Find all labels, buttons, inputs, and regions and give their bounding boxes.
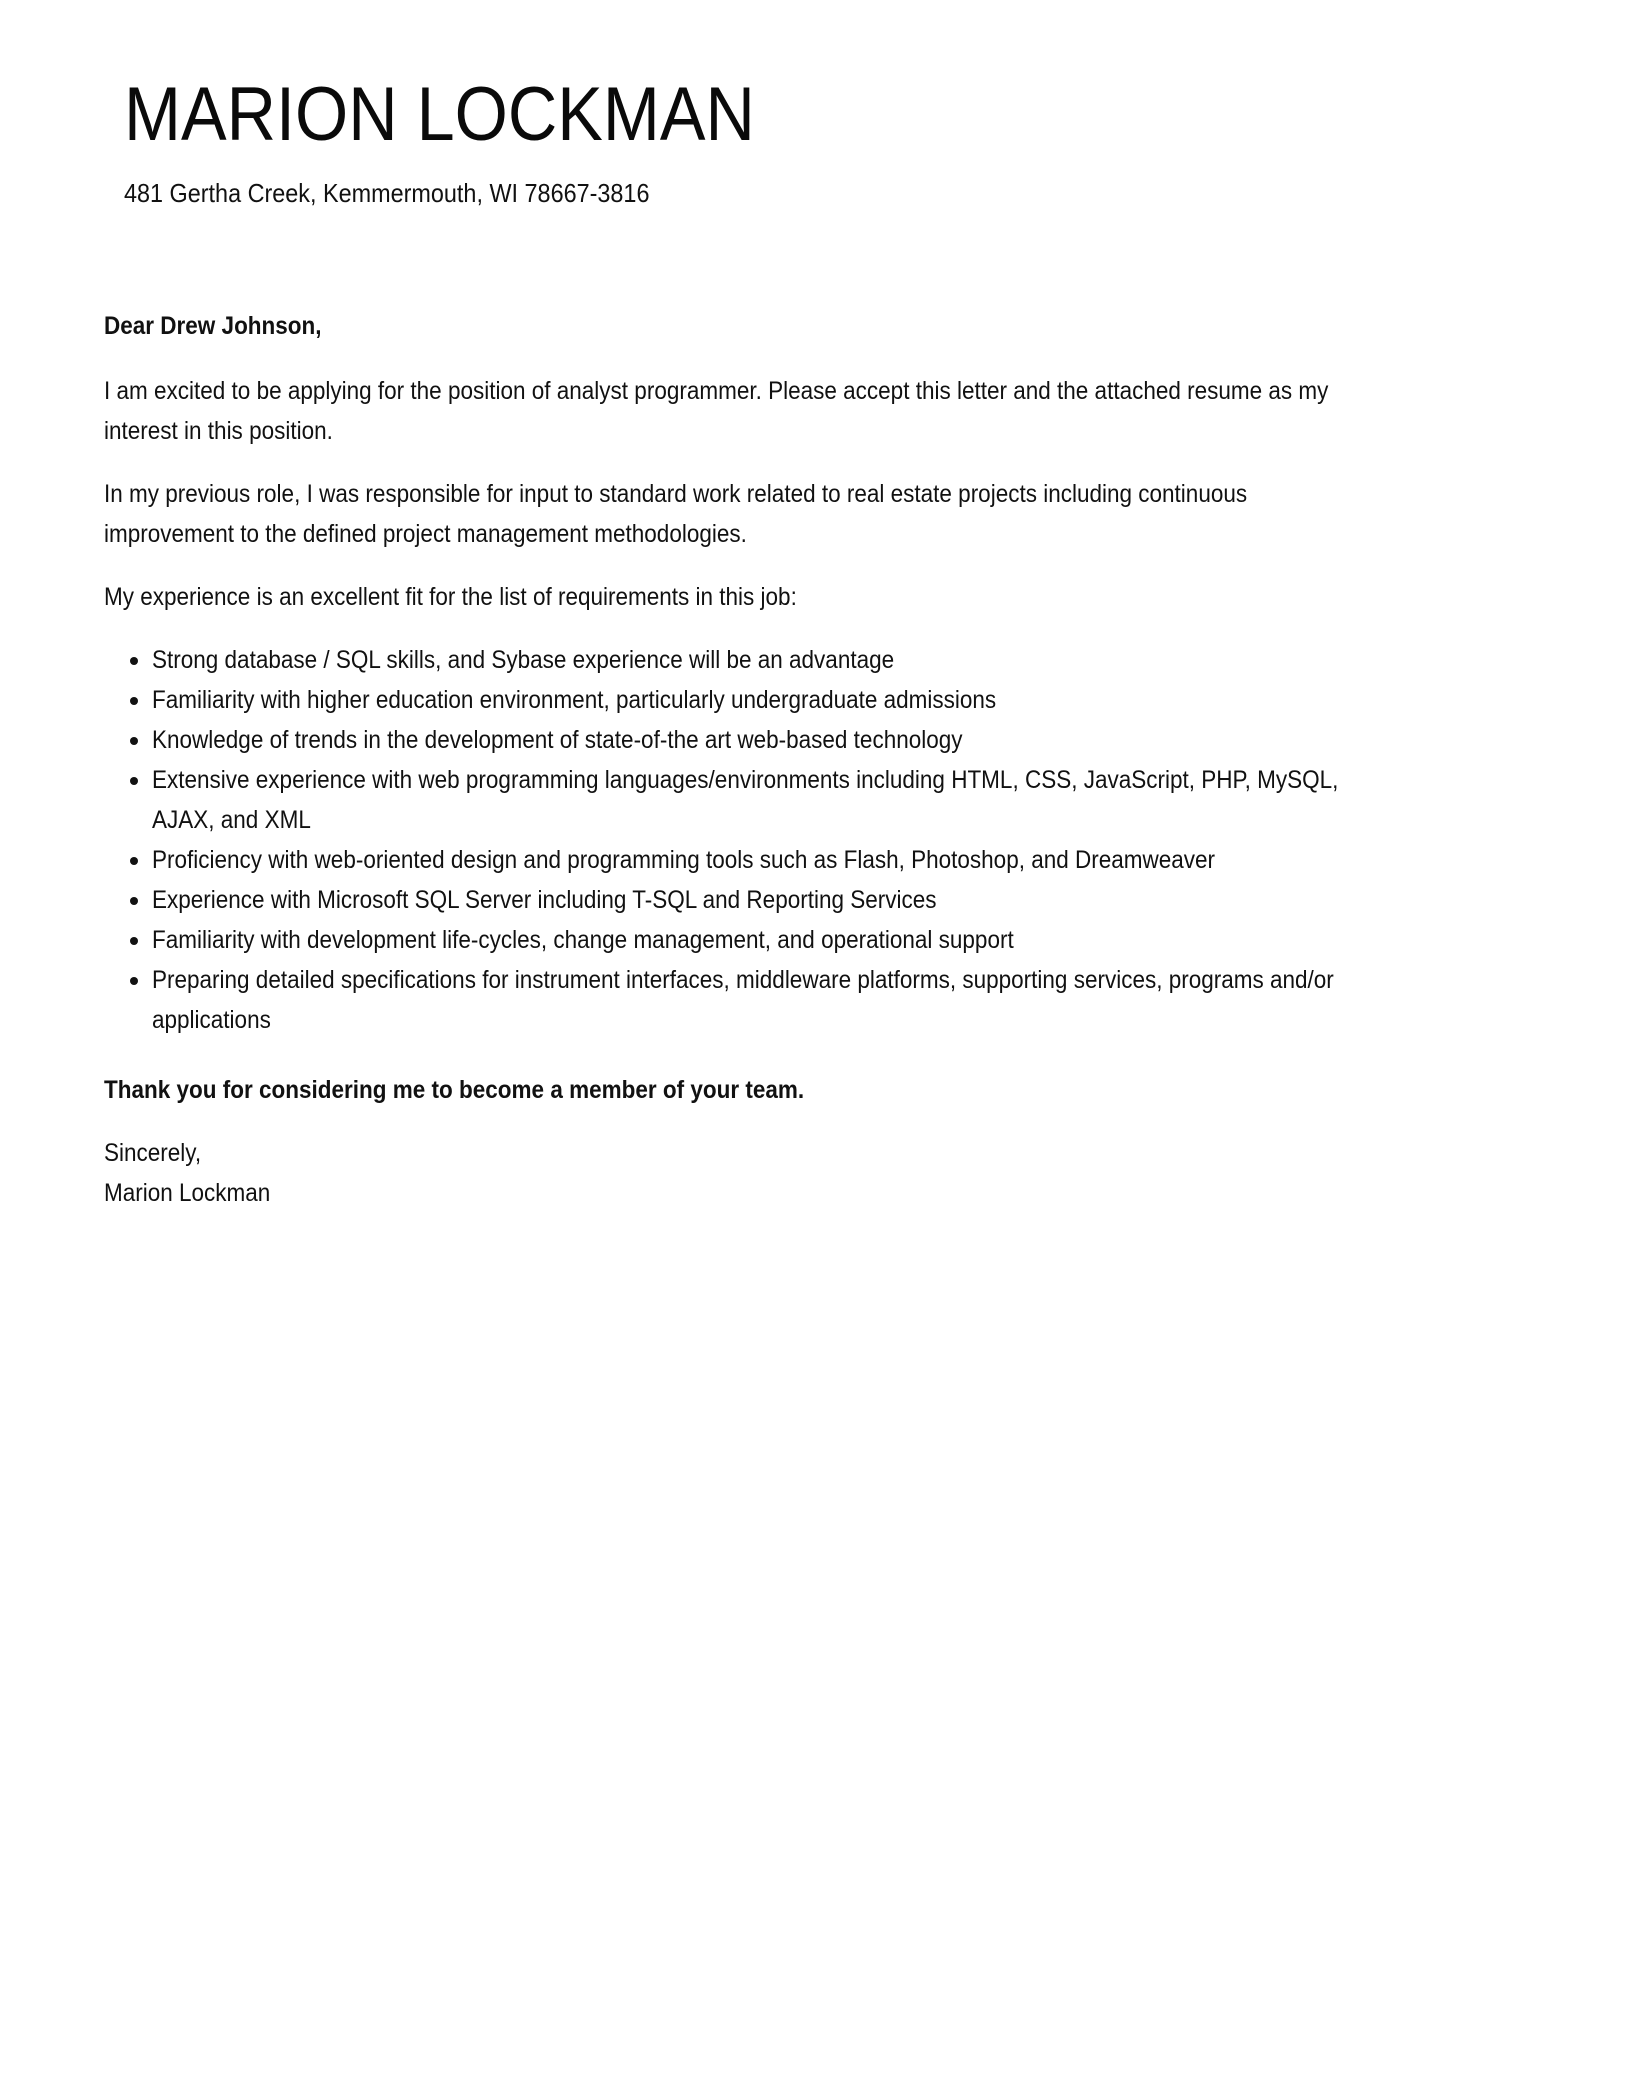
list-item [104,960,1544,1040]
paragraph-intro [104,371,1544,451]
bullet-icon [130,977,138,985]
bullet-icon [130,857,138,865]
letter-body [104,306,1544,1213]
bullet-icon [130,937,138,945]
bullet-icon [130,777,138,785]
paragraph-line: improvement to the defined project management methodologies. [104,520,747,548]
list-item-text: Strong database / SQL skills, and Sybase experience will be an advantage [152,646,895,674]
signoff: Sincerely, [104,1139,202,1167]
applicant-name: MARION LOCKMAN [124,72,755,157]
list-item [104,880,1544,920]
list-item-text: Familiarity with development life-cycles, change management, and operational support [152,926,1014,954]
list-item-text: AJAX, and XML [152,806,311,834]
bullet-icon [130,657,138,665]
paragraph-line: interest in this position. [104,417,333,445]
list-item-text: applications [152,1006,271,1034]
list-item-text: Extensive experience with web programming languages/environments including HTML, CSS, JavaScript, PHP, MySQL, [152,766,1339,794]
greeting: Dear Drew Johnson, [104,312,322,340]
list-item [104,840,1544,880]
paragraph-line: In my previous role, I was responsible for input to standard work related to real estate projects including continuous [104,480,1248,508]
list-item [104,640,1544,680]
signoff-block [104,1133,1544,1213]
list-item-text: Proficiency with web-oriented design and programming tools such as Flash, Photoshop, and Dreamweaver [152,846,1216,874]
list-item-text: Experience with Microsoft SQL Server including T-SQL and Reporting Services [152,886,937,914]
list-item-text: Familiarity with higher education environment, particularly undergraduate admissions [152,686,997,714]
paragraph-line: My experience is an excellent fit for the list of requirements in this job: [104,583,797,611]
list-item [104,720,1544,760]
paragraph-previous-role [104,474,1544,554]
list-item [104,760,1544,840]
paragraph-requirements-intro [104,577,1544,617]
paragraph-line: I am excited to be applying for the position of analyst programmer. Please accept this letter and the attached resume as my [104,377,1329,405]
closing-statement: Thank you for considering me to become a member of your team. [104,1076,805,1104]
bullet-icon [130,737,138,745]
applicant-address: 481 Gertha Creek, Kemmermouth, WI 78667-3816 [124,178,650,208]
list-item [104,920,1544,960]
list-item-text: Knowledge of trends in the development of state-of-the art web-based technology [152,726,963,754]
list-item [104,680,1544,720]
list-item-text: Preparing detailed specifications for instrument interfaces, middleware platforms, supporting services, programs and/or [152,966,1334,994]
signature: Marion Lockman [104,1179,271,1207]
bullet-icon [130,897,138,905]
letter-header [124,70,825,210]
bullet-icon [130,697,138,705]
requirements-list [104,640,1544,1040]
